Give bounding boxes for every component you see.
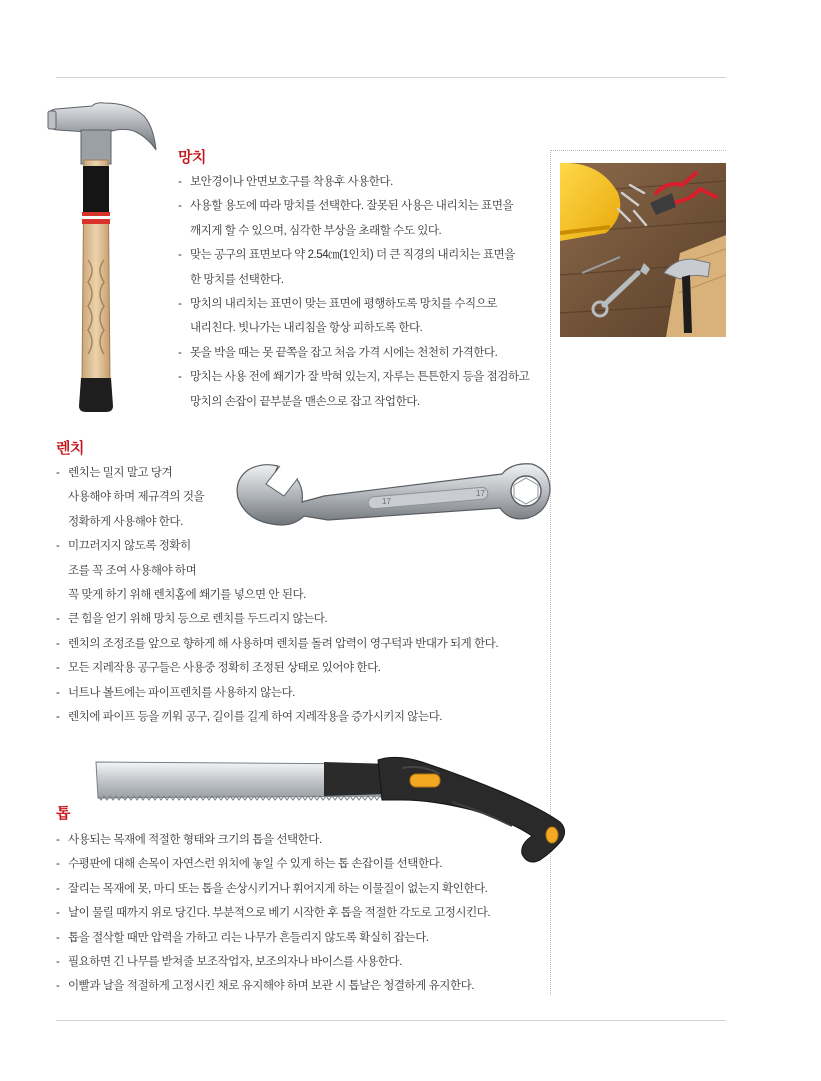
hammer-guideline-item <box>178 365 529 414</box>
hammer-guideline-text: - 맞는 공구의 표면보다 약 2.54㎝(1인치) 더 큰 직경의 내리치는 표면을 <box>190 249 515 262</box>
top-rule <box>56 77 726 78</box>
wrench-guideline-text: - 큰 힘을 얻기 위해 망치 등으로 렌치를 두드리지 않는다. <box>68 613 328 626</box>
saw-guideline-item <box>56 901 490 925</box>
wrench-guideline-text: - 미끄러지지 않도록 정확히 <box>68 540 191 553</box>
wrench-guideline-item <box>56 656 498 680</box>
hammer-guideline-text: 한 망치를 선택한다. <box>190 273 284 286</box>
saw-guideline-item <box>56 950 490 974</box>
photo-column-divider <box>550 150 551 995</box>
wrench-guideline-text: 사용해야 하며 제규격의 것을 <box>68 491 205 504</box>
saw-guideline-text: - 날이 물릴 때까지 위로 당긴다. 부분적으로 베기 시작한 후 톱을 적절한 각도로 고정시킨다. <box>68 907 491 920</box>
photo-frame-top <box>550 150 726 151</box>
wrench-guideline-text: - 모든 지레작용 공구들은 사용중 정확히 조정된 상태로 있어야 한다. <box>68 662 381 675</box>
hammer-guideline-text: 내리친다. 빗나가는 내리침을 항상 피하도록 한다. <box>190 322 423 335</box>
wrench-guideline-text: - 렌치는 밀지 말고 당겨 <box>68 467 173 479</box>
saw-guideline-text: - 이빨과 날을 적절하게 고정시킨 채로 유지해야 하며 보관 시 톱날은 청결하게 유지한다. <box>68 980 475 993</box>
tools-photo <box>560 163 726 337</box>
saw-guideline-item <box>56 877 490 901</box>
hammer-guidelines-list <box>178 170 529 414</box>
hammer-section-title: 망치 <box>178 149 206 166</box>
wrench-guideline-text: - 렌치에 파이프 등을 끼워 공구, 길이를 길게 하여 지레작용을 증가시키지 않는다. <box>68 711 443 724</box>
saw-guideline-text: - 필요하면 긴 나무를 받쳐줄 보조작업자, 보조의자나 바이스를 사용한다. <box>68 956 402 969</box>
wrench-guideline-text: 조를 꼭 조여 사용해야 하며 <box>68 564 197 577</box>
hammer-guideline-text: - 망치는 사용 전에 쐐기가 잘 박혀 있는지, 자루는 튼튼한지 등을 점검하고 <box>190 371 530 384</box>
wrench-guideline-item <box>56 607 498 631</box>
hammer-guideline-item <box>178 292 529 341</box>
saw-guideline-text: - 수평판에 대해 손목이 자연스런 위치에 놓일 수 있게 하는 톱 손잡이를 선택한다. <box>68 858 443 871</box>
wrench-guideline-text: 꼭 맞게 하기 위해 렌치홈에 쐐기를 넣으면 안 된다. <box>68 589 306 602</box>
hammer-guideline-text: - 망치의 내리치는 표면이 맞는 표면에 평행하도록 망치를 수직으로 <box>190 298 498 311</box>
wrench-guideline-item <box>56 534 498 607</box>
hammer-guideline-text: - 보안경이나 안면보호구를 착용후 사용한다. <box>190 176 393 188</box>
hammer-guideline-text: - 사용할 용도에 따라 망치를 선택한다. 잘못된 사용은 내리치는 표면을 <box>190 200 514 213</box>
saw-guideline-item <box>56 852 490 876</box>
hammer-guideline-item <box>178 243 529 292</box>
hammer-icon <box>44 100 160 416</box>
saw-guideline-text: - 잘리는 목재에 못, 마디 또는 톱을 손상시키거나 휘어지게 하는 이물질이 없는지 확인한다. <box>68 882 488 895</box>
hammer-guideline-text: 깨지게 할 수 있으며, 심각한 부상을 초래할 수도 있다. <box>190 224 442 237</box>
saw-guideline-item <box>56 974 490 998</box>
hammer-guideline-text: 망치의 손잡이 끝부분을 맨손으로 잡고 작업한다. <box>190 395 420 408</box>
saw-section-title: 톱 <box>56 805 70 822</box>
hammer-guideline-item <box>178 170 529 194</box>
saw-guideline-text: - 톱을 절삭할 때만 압력을 가하고 리는 나무가 흔들리지 않도록 확실히 잡는다. <box>68 931 429 944</box>
wrench-guideline-item <box>56 681 498 705</box>
hammer-guideline-text: - 못을 박을 때는 못 끝쪽을 잡고 처음 가격 시에는 천천히 가격한다. <box>190 346 498 359</box>
saw-guideline-text: - 사용되는 목재에 적절한 형태와 크기의 톱을 선택한다. <box>68 834 322 846</box>
hammer-guideline-item <box>178 194 529 243</box>
wrench-guideline-text: - 너트나 볼트에는 파이프렌치를 사용하지 않는다. <box>68 686 295 699</box>
bottom-rule <box>56 1020 726 1021</box>
saw-guidelines-list <box>56 828 490 999</box>
wrench-size-mark-left: 17 <box>382 497 391 506</box>
wrench-guidelines-list <box>56 461 498 729</box>
saw-guideline-item <box>56 926 490 950</box>
wrench-guideline-item <box>56 632 498 656</box>
wrench-size-mark-right: 17 <box>476 489 485 498</box>
hammer-guideline-item <box>178 341 529 365</box>
wrench-section-title: 렌치 <box>56 440 84 457</box>
wrench-guideline-item <box>56 705 498 729</box>
wrench-guideline-item <box>56 461 498 534</box>
wrench-guideline-text: - 렌치의 조정조를 앞으로 향하게 해 사용하며 렌치를 돌려 압력이 영구턱과 반대가 되게 한다. <box>68 637 499 650</box>
wrench-guideline-text: 정확하게 사용해야 한다. <box>68 515 183 528</box>
saw-guideline-item <box>56 828 490 852</box>
